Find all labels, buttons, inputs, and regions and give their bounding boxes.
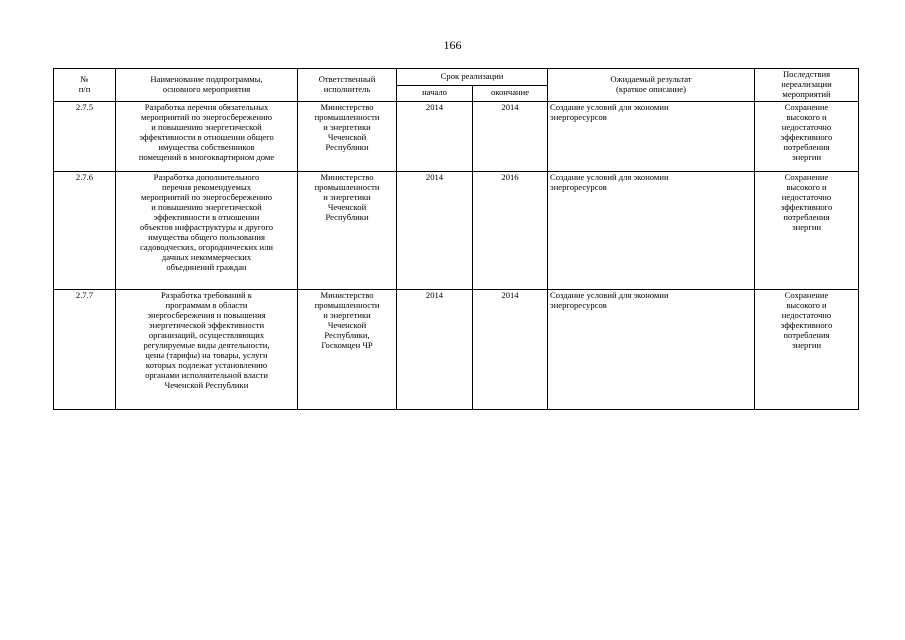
cell-end: 2014 (473, 101, 548, 171)
cell-start: 2014 (397, 101, 473, 171)
cell-start: 2014 (397, 289, 473, 409)
header-result: Ожидаемый результат (краткое описание) (548, 69, 755, 102)
table-row (54, 171, 859, 289)
header-start: начало (397, 85, 473, 101)
cell-consequences: Сохранение высокого и недостаточно эффективного потребления энергии (755, 171, 859, 289)
header-responsible: Ответственный исполнитель (298, 69, 397, 102)
header-row (54, 69, 859, 86)
cell-start: 2014 (397, 171, 473, 289)
cell-end: 2014 (473, 289, 548, 409)
cell-consequences: Сохранение высокого и недостаточно эффективного потребления энергии (755, 101, 859, 171)
cell-responsible: Министерство промышленности и энергетики Чеченской Республики, Госкомцен ЧР (298, 289, 397, 409)
activities-table (53, 68, 859, 410)
cell-result: Создание условий для экономии энергоресурсов (548, 171, 755, 289)
cell-num: 2.7.5 (54, 101, 116, 171)
table-row (54, 101, 859, 171)
header-end: окончание (473, 85, 548, 101)
header-consequences: Последствия нереализации мероприятий (755, 69, 859, 102)
cell-responsible: Министерство промышленности и энергетики Чеченской Республики (298, 101, 397, 171)
cell-responsible: Министерство промышленности и энергетики Чеченской Республики (298, 171, 397, 289)
cell-consequences: Сохранение высокого и недостаточно эффективного потребления энергии (755, 289, 859, 409)
header-num: № п/п (54, 69, 116, 102)
table-row (54, 289, 859, 409)
cell-name: Разработка требований к программам в области энергосбережения и повышения энергетической эффективности организаций, осуществляющих регулируемые виды деятельности, цены (тарифы) на товары, услуги которых подлежат установлению органами исполнительной власти Чеченской Республики (116, 289, 298, 409)
header-period: Срок реализации (397, 69, 548, 86)
cell-result: Создание условий для экономии энергоресурсов (548, 289, 755, 409)
cell-num: 2.7.6 (54, 171, 116, 289)
cell-name: Разработка дополнительного перечня рекомендуемых мероприятий по энергосбережению и повышению энергетической эффективности в отношении объектов инфраструктуры и другого имущества общего пользования садоводческих, огороднических или дачных некоммерческих объединений граждан (116, 171, 298, 289)
cell-num: 2.7.7 (54, 289, 116, 409)
header-name: Наименование подпрограммы, основного мероприятия (116, 69, 298, 102)
cell-name: Разработка перечня обязательных мероприятий по энергосбережению и повышению энергетической эффективности в отношении общего имущества собственников помещений в многоквартирном доме (116, 101, 298, 171)
page-number: 166 (443, 38, 462, 52)
cell-result: Создание условий для экономии энергоресурсов (548, 101, 755, 171)
cell-end: 2016 (473, 171, 548, 289)
